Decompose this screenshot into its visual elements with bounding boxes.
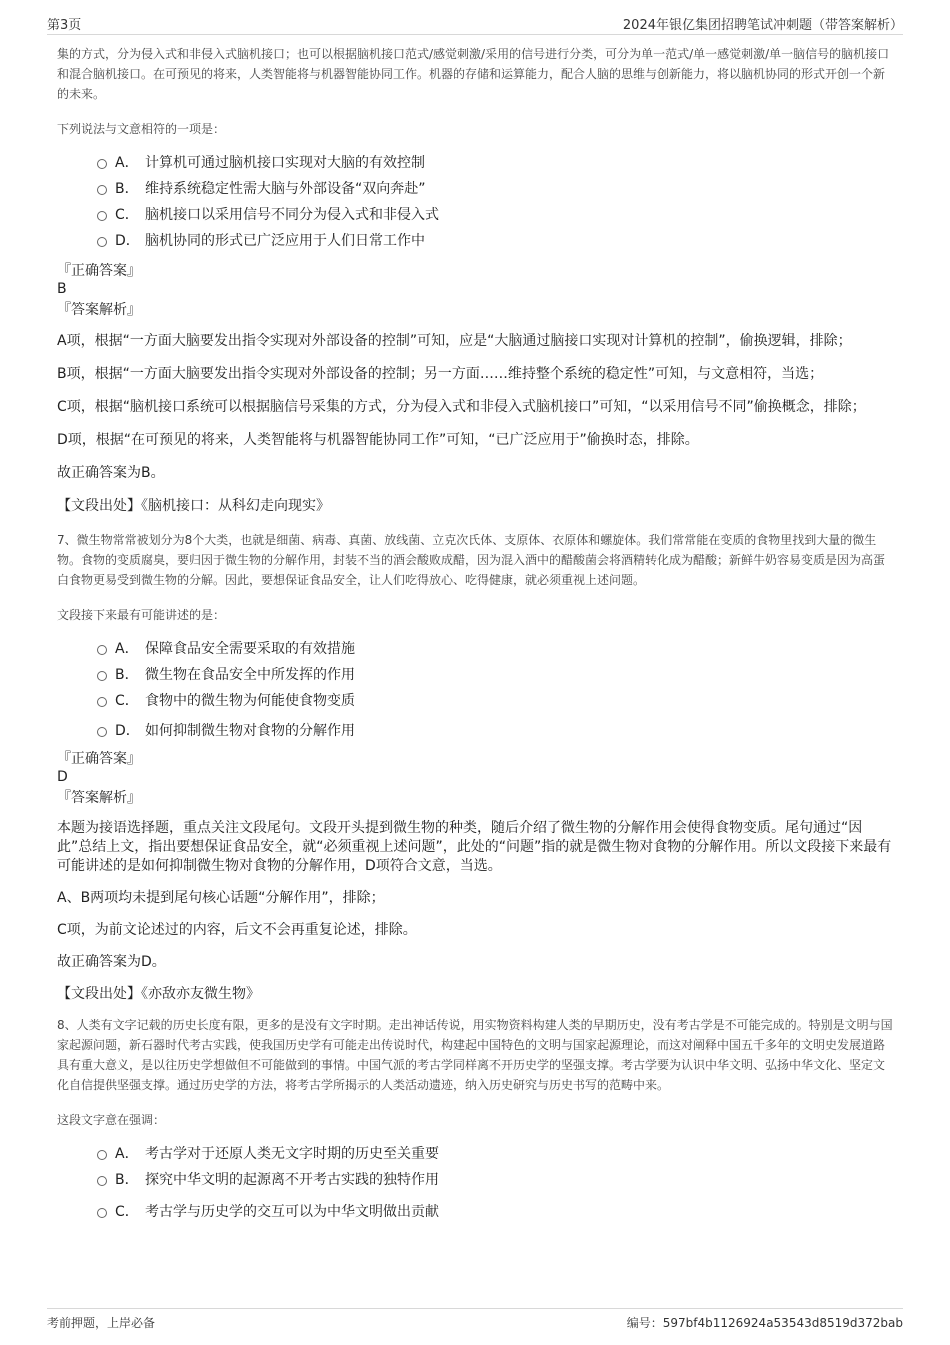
q6-option-b[interactable]: B． 维持系统稳定性需大脑与外部设备“双向奔赴” — [57, 176, 895, 202]
q6-analysis-c: C项，根据“脑机接口系统可以根据脑信号采集的方式，分为侵入式和非侵入式脑机接口”可知，“以采用信号不同”偷换概念，排除； — [57, 399, 866, 415]
q6-source: 【文段出处】《脑机接口：从科幻走向现实》 — [57, 498, 330, 514]
radio-icon[interactable] — [97, 1176, 107, 1186]
q6-analysis-b: B项，根据“一方面大脑要发出指令实现对外部设备的控制；另一方面……维持整个系统的稳定性”可知，与文意相符，当选； — [57, 366, 824, 382]
page-content — [57, 44, 895, 1225]
q7-options — [57, 636, 895, 744]
q6-answer-label: 『正确答案』 — [57, 263, 141, 279]
q8-option-a[interactable]: A． 考古学对于还原人类无文字时期的历史至关重要 — [57, 1141, 895, 1167]
q7-analysis-c: C项，为前文论述过的内容，后文不会再重复论述，排除。 — [57, 922, 417, 938]
q7-answer-label: 『正确答案』 — [57, 751, 141, 767]
footer-slogan: 考前押题，上岸必备 — [47, 1316, 156, 1330]
radio-icon[interactable] — [97, 645, 107, 655]
q7-option-c[interactable]: C． 食物中的微生物为何能使食物变质 — [57, 688, 895, 714]
q7-analysis-label: 『答案解析』 — [57, 790, 141, 806]
radio-icon[interactable] — [97, 185, 107, 195]
page-header — [47, 12, 903, 35]
q6-option-c[interactable]: C． 脑机接口以采用信号不同分为侵入式和非侵入式 — [57, 202, 895, 228]
q7-option-a[interactable]: A． 保障食品安全需要采取的有效措施 — [57, 636, 895, 662]
q8-option-c[interactable]: C． 考古学与历史学的交互可以为中华文明做出贡献 — [57, 1199, 895, 1225]
q6-option-d[interactable]: D． 脑机协同的形式已广泛应用于人们日常工作中 — [57, 228, 895, 254]
q6-conclusion: 故正确答案为B。 — [57, 465, 165, 481]
q8-options — [57, 1141, 895, 1225]
q8-option-b[interactable]: B． 探究中华文明的起源离不开考古实践的独特作用 — [57, 1167, 895, 1193]
q6-option-a[interactable]: A． 计算机可通过脑机接口实现对大脑的有效控制 — [57, 150, 895, 176]
q7-analysis-ab: A、B两项均未提到尾句核心话题“分解作用”，排除； — [57, 890, 385, 906]
radio-icon[interactable] — [97, 671, 107, 681]
q8-passage: 8、人类有文字记载的历史长度有限，更多的是没有文字时期。走出神话传说，用实物资料构建人类的早期历史，没有考古学是不可能完成的。特别是文明与国家起源问题，新石器时代考古实践，使我国历史学有可能走出传说时代，构建起中国特色的文明与国家起源理论，而这对阐释中国五千多年的文明史发展道路具有重大意义，是以往历史学想做但不可能做到的事情。中国气派的考古学同样离不开历史学的坚强支撑。考古学要为认识中华文明、弘扬中华文化、坚定文化自信提供坚强支撑。通过历史学的方法，将考古学所揭示的人类活动遗迹，纳入历史研究与历史书写的范畴中来。 — [57, 1018, 893, 1092]
q6-passage-tail: 集的方式，分为侵入式和非侵入式脑机接口；也可以根据脑机接口范式/感觉刺激/采用的信号进行分类，可分为单一范式/单一感觉刺激/单一脑信号的脑机接口和混合脑机接口。在可预见的将来，人类智能将与机器智能协同工作。机器的存储和运算能力，配合人脑的思维与创新能力，将以脑机协同的形式开创一个新的未来。 — [57, 47, 890, 101]
q6-prompt: 下列说法与文意相符的一项是： — [57, 122, 226, 136]
q8-prompt: 这段文字意在强调： — [57, 1113, 166, 1127]
q7-analysis-main: 本题为接语选择题，重点关注文段尾句。文段开头提到微生物的种类，随后介绍了微生物的分解作用会使得食物变质。尾句通过“因此”总结上文，指出要想保证食品安全，就“必须重视上述问题”，此处的“问题”指的就是微生物对食物的分解作用。所以文段接下来最有可能讲述的是如何抑制微生物对食物的分解作用，D项符合文意，当选。 — [57, 820, 892, 874]
q7-option-b[interactable]: B． 微生物在食品安全中所发挥的作用 — [57, 662, 895, 688]
radio-icon[interactable] — [97, 1208, 107, 1218]
q7-answer: D — [57, 769, 68, 785]
document-code: 编号：597bf4b1126924a53543d8519d372bab — [626, 1316, 903, 1330]
q6-options — [57, 150, 895, 254]
document-title: 2024年银亿集团招聘笔试冲刺题（带答案解析） — [622, 18, 903, 33]
q7-passage: 7、微生物常常被划分为8个大类，也就是细菌、病毒、真菌、放线菌、立克次氏体、支原体、衣原体和螺旋体。我们常常能在变质的食物里找到大量的微生物。食物的变质腐臭，要归因于微生物的分解作用，封装不当的酒会酸败成醋，因为混入酒中的醋酸菌会将酒精转化成为醋酸；新鲜牛奶容易变质是因为高蛋白食物更易受到微生物的分解。因此，要想保证食品安全，让人们吃得放心、吃得健康，就必须重视上述问题。 — [57, 533, 886, 587]
q6-analysis-a: A项，根据“一方面大脑要发出指令实现对外部设备的控制”可知，应是“大脑通过脑接口实现对计算机的控制”，偷换逻辑，排除； — [57, 333, 852, 349]
q6-analysis-d: D项，根据“在可预见的将来，人类智能将与机器智能协同工作”可知，“已广泛应用于”偷换时态，排除。 — [57, 432, 699, 448]
q6-answer: B — [57, 281, 67, 297]
radio-icon[interactable] — [97, 237, 107, 247]
radio-icon[interactable] — [97, 211, 107, 221]
q7-prompt: 文段接下来最有可能讲述的是： — [57, 608, 226, 622]
q7-option-d[interactable]: D． 如何抑制微生物对食物的分解作用 — [57, 718, 895, 744]
radio-icon[interactable] — [97, 1150, 107, 1160]
q6-analysis-label: 『答案解析』 — [57, 302, 141, 318]
radio-icon[interactable] — [97, 697, 107, 707]
page-number: 第3页 — [47, 18, 82, 33]
page-footer — [47, 1308, 903, 1329]
q7-source: 【文段出处】《亦敌亦友微生物》 — [57, 986, 260, 1002]
radio-icon[interactable] — [97, 159, 107, 169]
q7-conclusion: 故正确答案为D。 — [57, 954, 166, 970]
radio-icon[interactable] — [97, 727, 107, 737]
